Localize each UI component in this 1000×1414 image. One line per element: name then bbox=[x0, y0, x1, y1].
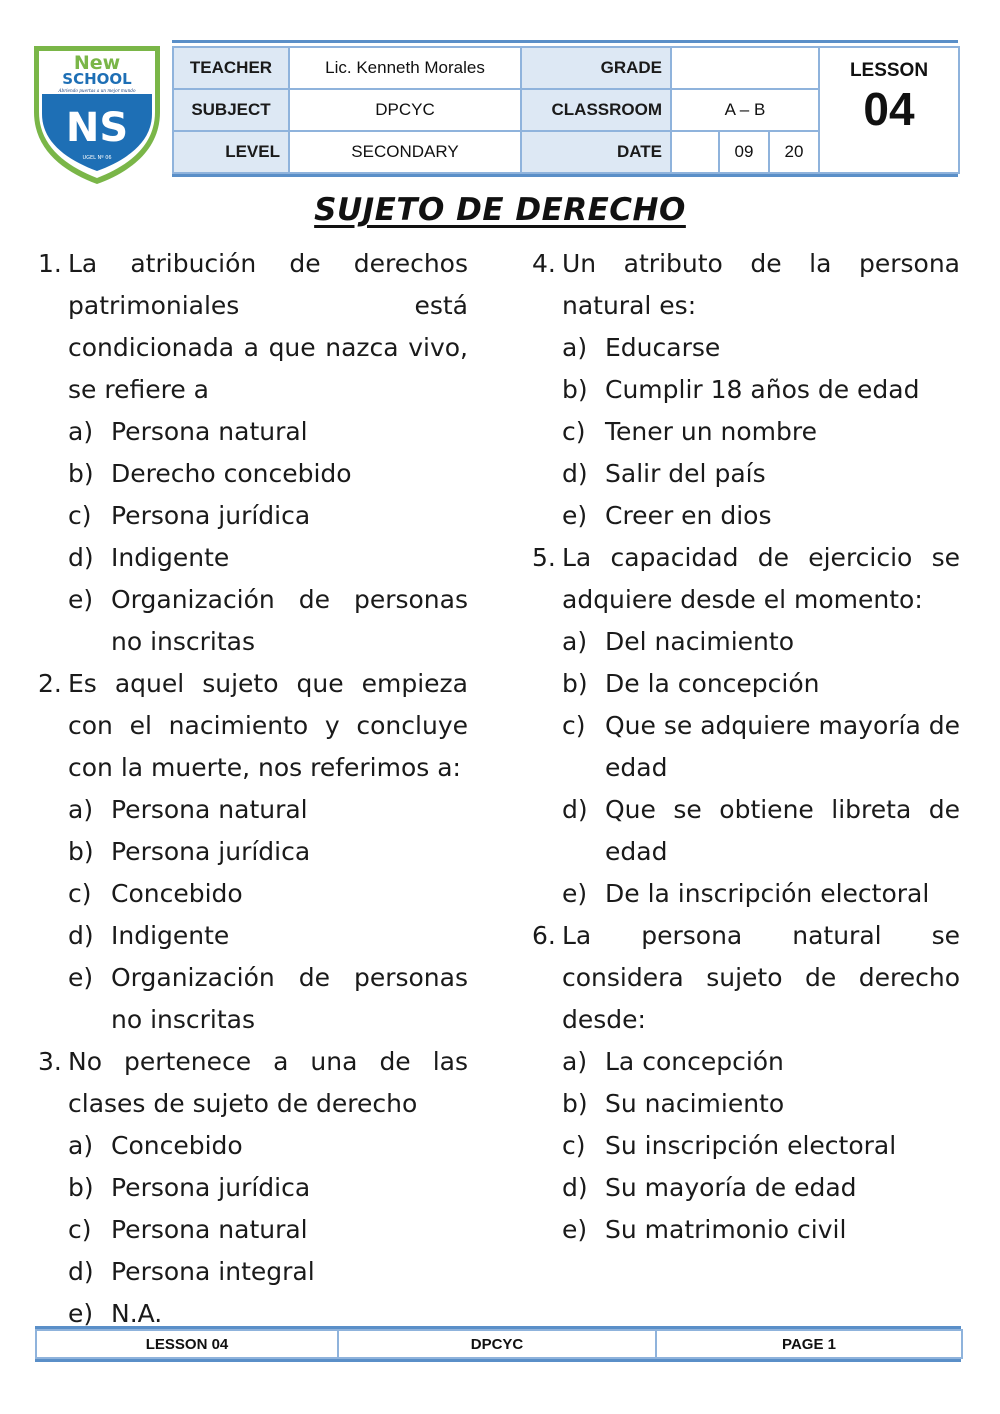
option-letter: d) bbox=[562, 795, 588, 824]
footer-page: PAGE 1 bbox=[656, 1330, 962, 1358]
answer-option bbox=[532, 1125, 960, 1167]
option-letter: b) bbox=[562, 1089, 588, 1118]
lesson-number: 04 bbox=[863, 83, 915, 135]
question-number: 4. bbox=[532, 249, 556, 278]
option-letter: a) bbox=[562, 1047, 588, 1076]
question bbox=[38, 663, 468, 1041]
option-text: Persona natural bbox=[111, 795, 308, 824]
answer-option bbox=[532, 1041, 960, 1083]
option-text: Creer en dios bbox=[605, 501, 772, 530]
option-text: Su mayoría de edad bbox=[605, 1173, 857, 1202]
answer-option bbox=[38, 1167, 468, 1209]
question bbox=[38, 243, 468, 663]
option-text: Persona natural bbox=[111, 1215, 308, 1244]
answer-option bbox=[532, 1209, 960, 1251]
answer-option bbox=[38, 873, 468, 915]
question-stem bbox=[532, 537, 960, 621]
question-number: 1. bbox=[38, 249, 62, 278]
answer-option bbox=[38, 579, 468, 663]
question-text: La capacidad de ejercicio se adquiere desde el momento: bbox=[562, 543, 960, 614]
footer-lesson: LESSON 04 bbox=[36, 1330, 338, 1358]
option-text: Que se adquiere mayoría de edad bbox=[605, 711, 960, 782]
answer-option bbox=[38, 537, 468, 579]
option-letter: e) bbox=[562, 879, 588, 908]
option-text: Persona jurídica bbox=[111, 1173, 311, 1202]
question-stem bbox=[532, 915, 960, 1041]
page-footer bbox=[35, 1326, 961, 1362]
answer-option bbox=[532, 705, 960, 789]
option-letter: b) bbox=[562, 375, 588, 404]
answer-option bbox=[532, 327, 960, 369]
option-letter: d) bbox=[68, 1257, 94, 1286]
option-letter: c) bbox=[562, 417, 586, 446]
question-stem bbox=[532, 243, 960, 327]
question-number: 5. bbox=[532, 543, 556, 572]
option-letter: d) bbox=[68, 921, 94, 950]
level-value: SECONDARY bbox=[289, 131, 521, 173]
option-letter: c) bbox=[68, 1215, 92, 1244]
info-header bbox=[172, 40, 958, 177]
answer-option bbox=[532, 1083, 960, 1125]
answer-option bbox=[38, 1251, 468, 1293]
question-text: La persona natural se considera sujeto de derecho desde: bbox=[562, 921, 960, 1034]
option-letter: e) bbox=[562, 501, 588, 530]
option-text: De la inscripción electoral bbox=[605, 879, 930, 908]
option-text: De la concepción bbox=[605, 669, 820, 698]
option-text: La concepción bbox=[605, 1047, 784, 1076]
school-logo bbox=[30, 42, 164, 187]
answer-option bbox=[38, 1125, 468, 1167]
option-text: N.A. bbox=[111, 1299, 163, 1328]
questions-right-column bbox=[532, 243, 960, 1251]
answer-option bbox=[38, 1209, 468, 1251]
question bbox=[532, 537, 960, 915]
lesson-label: LESSON bbox=[849, 60, 929, 81]
answer-option bbox=[532, 453, 960, 495]
option-letter: d) bbox=[562, 1173, 588, 1202]
info-table bbox=[172, 46, 960, 174]
option-letter: e) bbox=[68, 585, 94, 614]
classroom-value: A – B bbox=[671, 89, 819, 131]
option-text: Derecho concebido bbox=[111, 459, 352, 488]
footer-table bbox=[35, 1329, 963, 1359]
question-stem bbox=[38, 663, 468, 789]
answer-option bbox=[38, 789, 468, 831]
question bbox=[532, 243, 960, 537]
logo-brand-top: New bbox=[73, 52, 121, 74]
option-text: Tener un nombre bbox=[605, 417, 817, 446]
option-text: Del nacimiento bbox=[605, 627, 795, 656]
answer-option bbox=[532, 663, 960, 705]
option-text: Organización de personas no inscritas bbox=[111, 963, 468, 1034]
question-text: No pertenece a una de las clases de sujeto de derecho bbox=[68, 1047, 468, 1118]
option-text: Organización de personas no inscritas bbox=[111, 585, 468, 656]
option-text: Persona jurídica bbox=[111, 837, 311, 866]
option-letter: c) bbox=[68, 501, 92, 530]
option-letter: b) bbox=[562, 669, 588, 698]
answer-option bbox=[38, 411, 468, 453]
teacher-value: Lic. Kenneth Morales bbox=[289, 47, 521, 89]
lesson-box bbox=[819, 47, 959, 173]
answer-option bbox=[532, 411, 960, 453]
question-text: La atribución de derechos patrimoniales está condicionada a que nazca vivo, se refiere a bbox=[68, 249, 468, 404]
shield-icon bbox=[30, 42, 164, 187]
answer-option bbox=[38, 915, 468, 957]
option-letter: e) bbox=[68, 1299, 94, 1328]
option-text: Que se obtiene libreta de edad bbox=[605, 795, 960, 866]
option-letter: a) bbox=[562, 333, 588, 362]
option-text: Persona jurídica bbox=[111, 501, 311, 530]
logo-brand-bottom: SCHOOL bbox=[62, 70, 132, 88]
subject-value: DPCYC bbox=[289, 89, 521, 131]
teacher-label: TEACHER bbox=[173, 47, 289, 89]
option-letter: a) bbox=[562, 627, 588, 656]
page-title-wrap bbox=[0, 192, 1000, 228]
option-text: Concebido bbox=[111, 1131, 243, 1160]
date-label: DATE bbox=[521, 131, 671, 173]
option-letter: d) bbox=[68, 543, 94, 572]
level-label: LEVEL bbox=[173, 131, 289, 173]
option-letter: b) bbox=[68, 1173, 94, 1202]
option-letter: d) bbox=[562, 459, 588, 488]
option-text: Persona integral bbox=[111, 1257, 315, 1286]
option-text: Su inscripción electoral bbox=[605, 1131, 897, 1160]
option-text: Indigente bbox=[111, 921, 230, 950]
option-text: Su matrimonio civil bbox=[605, 1215, 847, 1244]
footer-subject: DPCYC bbox=[338, 1330, 656, 1358]
option-text: Persona natural bbox=[111, 417, 308, 446]
question-number: 6. bbox=[532, 921, 556, 950]
option-letter: e) bbox=[68, 963, 94, 992]
logo-monogram: NS bbox=[65, 105, 129, 151]
grade-value bbox=[671, 47, 819, 89]
page-title: SUJETO DE DERECHO bbox=[314, 192, 686, 228]
answer-option bbox=[38, 957, 468, 1041]
option-letter: b) bbox=[68, 837, 94, 866]
option-text: Su nacimiento bbox=[605, 1089, 785, 1118]
date-month: 09 bbox=[719, 131, 769, 173]
option-text: Salir del país bbox=[605, 459, 766, 488]
answer-option bbox=[532, 369, 960, 411]
answer-option bbox=[532, 495, 960, 537]
option-letter: c) bbox=[68, 879, 92, 908]
questions-left-column bbox=[38, 243, 468, 1335]
question-number: 2. bbox=[38, 669, 62, 698]
answer-option bbox=[38, 495, 468, 537]
question-text: Es aquel sujeto que empieza con el nacimiento y concluye con la muerte, nos referimos a: bbox=[68, 669, 468, 782]
question bbox=[532, 915, 960, 1251]
answer-option bbox=[532, 621, 960, 663]
option-letter: a) bbox=[68, 417, 94, 446]
logo-tagline: Abriendo puertas a un mejor mundo bbox=[58, 88, 136, 93]
question-stem bbox=[38, 1041, 468, 1125]
option-letter: b) bbox=[68, 459, 94, 488]
option-letter: c) bbox=[562, 711, 586, 740]
question-text: Un atributo de la persona natural es: bbox=[562, 249, 960, 320]
option-text: Concebido bbox=[111, 879, 243, 908]
question-number: 3. bbox=[38, 1047, 62, 1076]
subject-label: SUBJECT bbox=[173, 89, 289, 131]
date-year: 20 bbox=[769, 131, 819, 173]
answer-option bbox=[38, 831, 468, 873]
option-text: Educarse bbox=[605, 333, 721, 362]
option-letter: e) bbox=[562, 1215, 588, 1244]
question-stem bbox=[38, 243, 468, 411]
option-text: Cumplir 18 años de edad bbox=[605, 375, 920, 404]
answer-option bbox=[38, 453, 468, 495]
question bbox=[38, 1041, 468, 1335]
date-day bbox=[671, 131, 719, 173]
option-letter: a) bbox=[68, 795, 94, 824]
answer-option bbox=[532, 1167, 960, 1209]
logo-ugel: UGEL Nº 06 bbox=[82, 155, 112, 161]
answer-option bbox=[532, 873, 960, 915]
option-letter: c) bbox=[562, 1131, 586, 1160]
grade-label: GRADE bbox=[521, 47, 671, 89]
answer-option bbox=[532, 789, 960, 873]
option-text: Indigente bbox=[111, 543, 230, 572]
option-letter: a) bbox=[68, 1131, 94, 1160]
classroom-label: CLASSROOM bbox=[521, 89, 671, 131]
